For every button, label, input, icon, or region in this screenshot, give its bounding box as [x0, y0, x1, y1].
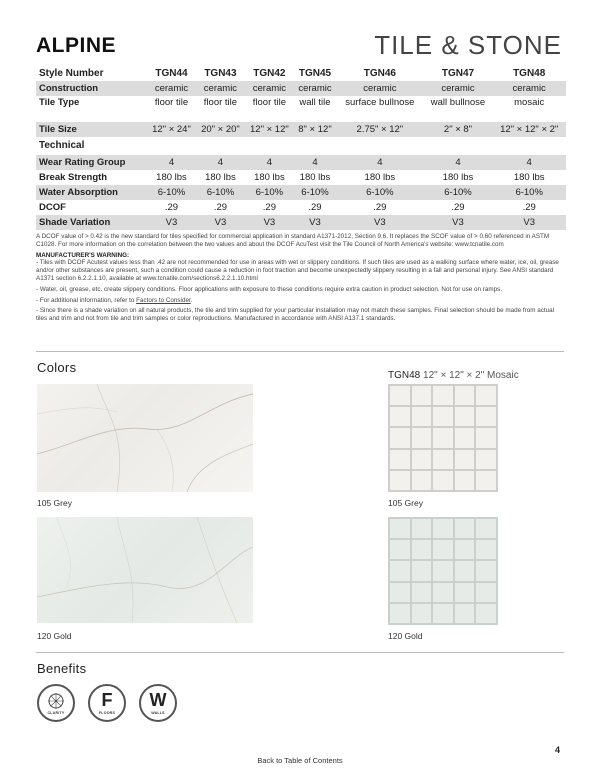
badge-glyph: F — [101, 690, 113, 710]
cell: ceramic — [424, 81, 493, 96]
warning-text: - Tiles with DCOF Acutest values less than .42 are not recommended for use in areas with wet or slippery conditions. If such tiles are used as a walking surface where water, ice, oil, grease and/or other substances are present, such a condition could cause a reduction in foot traction and become unexpectedly slippery resulting in a fall and personal injury. See ANSI standard A1371 section 6.2.2.1.10, available at www.tcnatile.com/sections6.2.2.1.10.html — [36, 259, 559, 282]
divider — [36, 652, 564, 653]
badge-label: FLOORS — [98, 711, 116, 715]
mosaic-120-gold — [388, 517, 498, 625]
row-label: Tile Type — [39, 97, 80, 108]
cell: V3 — [424, 215, 493, 230]
cell: V3 — [492, 215, 566, 230]
warning-text: - Water, oil, grease, etc. create slippery conditions. Floor applications with exposure to these conditions require extra caution in product selection. Not for use on ramps. — [36, 285, 502, 293]
cell: wall tile — [299, 97, 331, 108]
mosaic-code: TGN48 — [388, 370, 421, 381]
row-label: DCOF — [39, 201, 66, 213]
row-label: Tile Size — [36, 122, 147, 137]
cell: 2.75" × 12" — [336, 122, 423, 137]
cell: 180 lbs — [513, 171, 545, 183]
cell: .29 — [451, 201, 465, 213]
badge-label: CLARITY — [47, 711, 65, 715]
cell: floor tile — [252, 97, 287, 108]
cell: V3 — [294, 215, 336, 230]
additional-info — [36, 297, 566, 305]
technical-heading: Technical — [39, 140, 85, 151]
back-to-toc-link[interactable]: Back to Table of Contents — [257, 756, 343, 765]
cell: 12" × 12" × 2" — [492, 122, 566, 137]
cell: ceramic — [492, 81, 566, 96]
cell: surface bullnose — [345, 97, 415, 108]
row-label: Break Strength — [39, 171, 108, 183]
cell: ceramic — [294, 81, 336, 96]
cell: 4 — [336, 155, 423, 170]
cell: 6-10% — [492, 185, 566, 200]
spec-row-wear — [36, 155, 566, 170]
mosaic-label: 105 Grey — [388, 498, 423, 508]
clarity-icon — [37, 684, 75, 722]
cell: 4 — [294, 155, 336, 170]
row-label: Construction — [36, 81, 147, 96]
page-number: 4 — [554, 745, 560, 755]
cell: floor tile — [154, 97, 189, 108]
walls-icon — [139, 684, 177, 722]
spec-row-tile-size — [36, 122, 566, 137]
cell: .29 — [213, 201, 228, 213]
cell: ceramic — [336, 81, 423, 96]
row-label: Water Absorption — [36, 185, 147, 200]
mosaic-label: 120 Gold — [388, 631, 423, 641]
cell: ceramic — [245, 81, 294, 96]
cell: .29 — [262, 201, 276, 213]
row-label: Wear Rating Group — [36, 155, 147, 170]
cell: V3 — [196, 215, 245, 230]
badge-label: WALLS — [151, 711, 165, 715]
cell: 180 lbs — [254, 171, 285, 183]
spec-row-break — [36, 170, 566, 185]
cell: V3 — [245, 215, 294, 230]
cell: 6-10% — [196, 185, 245, 200]
cell: 6-10% — [147, 185, 196, 200]
warning-title: MANUFACTURER'S WARNING: — [36, 251, 130, 259]
col-head: TGN46 — [363, 67, 396, 79]
cell: 6-10% — [294, 185, 336, 200]
dcof-note: A DCOF value of > 0.42 is the new standard for tiles specified for commercial application in standard A1371-2012, Section 9.6. It replaces the SCOF value of > 0.60 referenced in ASTM C1028. For more information on the correlation between the two values and about the DCOF AcuTest visit the Tile Council of North America's website: www.tcnatile.com — [36, 233, 550, 248]
benefits-heading: Benefits — [37, 661, 87, 676]
cell: 4 — [196, 155, 245, 170]
cell: 6-10% — [245, 185, 294, 200]
cell: floor tile — [203, 97, 238, 108]
cell: 4 — [147, 155, 196, 170]
col-head: TGN43 — [204, 67, 237, 79]
divider — [36, 351, 564, 352]
cell: .29 — [308, 201, 322, 213]
cell: .29 — [373, 201, 387, 213]
additional-suffix: . — [190, 296, 193, 304]
row-label: Shade Variation — [36, 215, 147, 230]
additional-prefix: - For additional information, refer to — [36, 296, 137, 304]
cell: 4 — [245, 155, 294, 170]
style-number-label: Style Number — [39, 67, 104, 79]
cell: 180 lbs — [364, 171, 396, 183]
marble-texture — [37, 517, 253, 623]
spec-row-construction — [36, 81, 566, 96]
spec-row-absorption — [36, 185, 566, 200]
cell: 8" × 12" — [294, 122, 336, 137]
spec-row-style — [36, 66, 566, 81]
cell: mosaic — [514, 97, 545, 108]
cell: wall bullnose — [430, 97, 486, 108]
colors-heading: Colors — [37, 360, 77, 375]
cell: 2" × 8" — [424, 122, 493, 137]
cell: .29 — [164, 201, 179, 213]
swatch-label: 105 Grey — [37, 498, 72, 508]
col-head: TGN42 — [253, 67, 286, 79]
cell: 180 lbs — [299, 171, 331, 183]
cell: 20" × 20" — [196, 122, 245, 137]
col-head: TGN48 — [513, 67, 546, 79]
cell: 12" × 12" — [245, 122, 294, 137]
cell: 180 lbs — [205, 171, 236, 183]
swatch-label: 120 Gold — [37, 631, 72, 641]
brand-name: ALPINE — [36, 34, 117, 57]
cell: V3 — [336, 215, 423, 230]
col-head: TGN45 — [298, 67, 332, 79]
cell: 6-10% — [424, 185, 493, 200]
factors-link[interactable]: Factors to Consider — [136, 296, 191, 304]
notes-block — [36, 233, 566, 326]
cell: ceramic — [196, 81, 245, 96]
badge-glyph: W — [149, 690, 167, 710]
cell: 6-10% — [336, 185, 423, 200]
cell: 12" × 24" — [147, 122, 196, 137]
col-head: TGN44 — [155, 67, 188, 79]
floors-icon — [88, 684, 126, 722]
spec-table — [36, 66, 566, 230]
marble-texture — [37, 384, 253, 492]
cell: 180 lbs — [156, 171, 187, 183]
spec-row-tile-type — [36, 96, 566, 122]
mosaic-105-grey — [388, 384, 498, 492]
section-title: TILE & STONE — [374, 30, 562, 60]
cell: 4 — [492, 155, 566, 170]
col-head: TGN47 — [441, 67, 475, 79]
swatch-120-gold — [37, 517, 253, 623]
spec-row-technical — [36, 137, 566, 155]
cell: 180 lbs — [442, 171, 474, 183]
mosaic-desc: 12" × 12" × 2" Mosaic — [423, 370, 519, 381]
spec-row-shade — [36, 215, 566, 230]
shade-note: - Since there is a shade variation on all natural products, the tile and trim supplied for your particular installation may not match these samples. Final selection should be made from actual tiles and trim and not from tile and trim samples or color reproductions. Manufactured in accordance with ANSI A137.1 standards. — [36, 307, 555, 323]
cell: 4 — [424, 155, 493, 170]
spec-row-dcof — [36, 200, 566, 215]
cell: .29 — [522, 201, 536, 213]
swatch-105-grey — [37, 384, 253, 492]
cell: ceramic — [147, 81, 196, 96]
cell: V3 — [147, 215, 196, 230]
mosaic-heading — [388, 370, 519, 381]
